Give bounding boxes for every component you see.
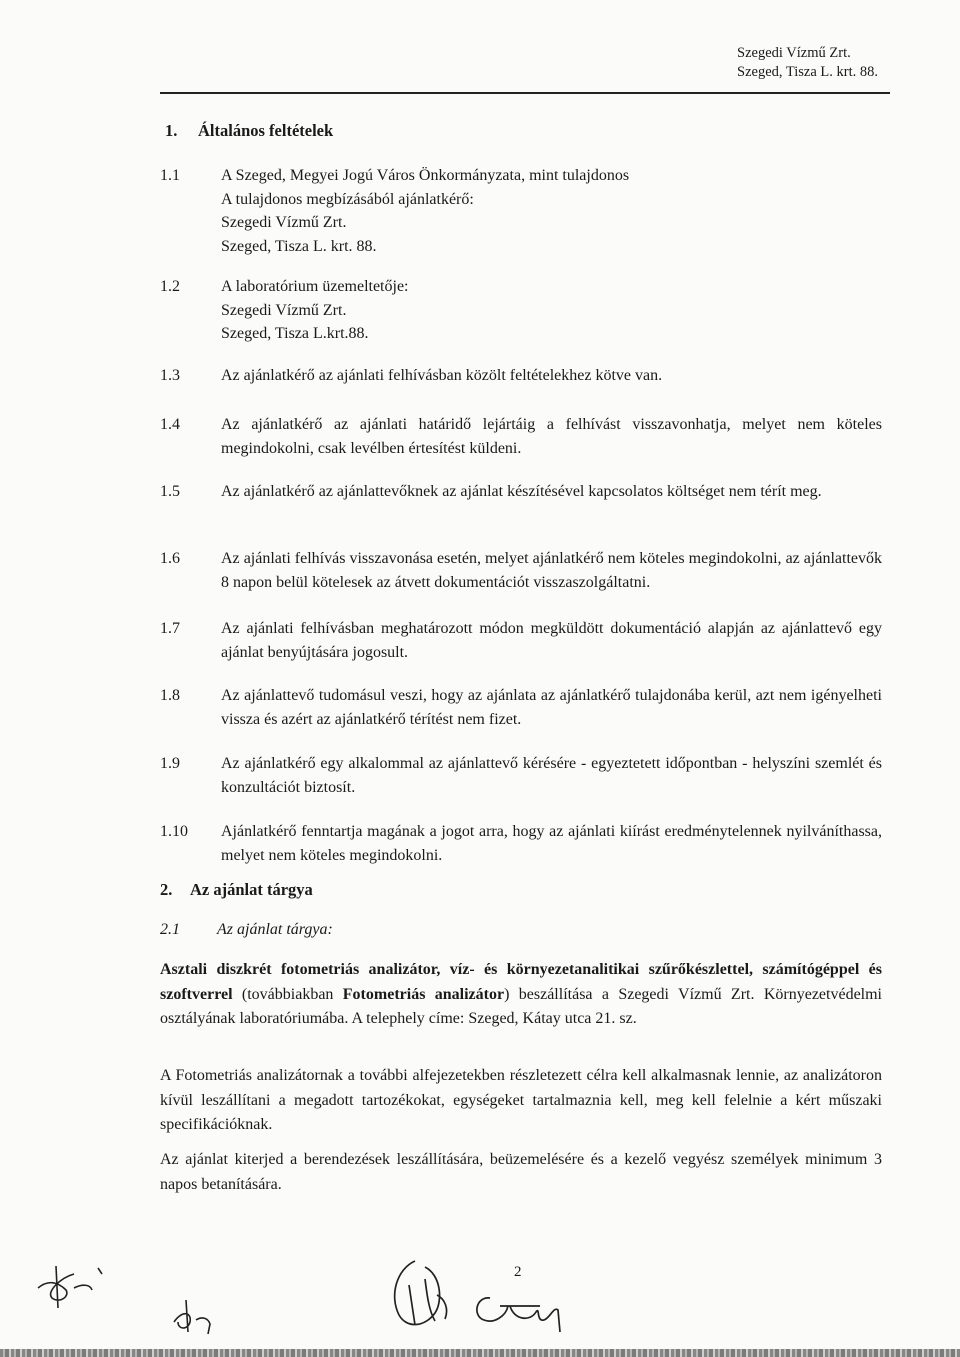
scan-border bbox=[0, 1349, 960, 1357]
letterhead bbox=[737, 44, 878, 82]
signature-4 bbox=[470, 1276, 570, 1336]
item-number: 1.1 bbox=[160, 167, 180, 184]
item-number: 1.3 bbox=[160, 367, 180, 384]
item-number: 1.6 bbox=[160, 550, 180, 567]
requirements-paragraph: A Fotometriás analizátornak a további alfejezetekben részletezett célra kell alkalmasnak lennie, az analizátoron kívül leszállítani a megadott tartozékokat, egységeket tartalmaznia kell, meg kell felelnie a kért műszaki specifikációknak. bbox=[160, 1067, 882, 1133]
item-text: Az ajánlatkérő az ajánlati felhívásban közölt feltételekhez kötve van. bbox=[221, 367, 663, 384]
section-1-title: 1. Általános feltételek bbox=[165, 121, 334, 140]
item-text: Az ajánlatkérő az ajánlati határidő lejártáig a felhívást visszavonhatja, melyet nem köteles megindokolni, csak levélben értesítést küldeni. bbox=[221, 416, 882, 457]
initials-signature-2 bbox=[168, 1290, 218, 1340]
item-text: A Szeged, Megyei Jogú Város Önkormányzata, mint tulajdonos A tulajdonos megbízásából ajánlatkérő: Szegedi Vízmű Zrt. Szeged, Tisza L. krt. 88. bbox=[221, 167, 630, 255]
item-number: 1.7 bbox=[160, 620, 180, 637]
item-number: 1.9 bbox=[160, 755, 180, 772]
item-text: Az ajánlati felhívás visszavonása esetén, melyet ajánlatkérő nem köteles megindokolni, az ajánlattevők 8 napon belül kötelesek az átvett dokumentációt visszaszolgáltatni. bbox=[221, 550, 882, 591]
section-2-title: 2. Az ajánlat tárgya bbox=[160, 880, 313, 899]
item-text: A laboratórium üzemeltetője: Szegedi Vízmű Zrt. Szeged, Tisza L.krt.88. bbox=[221, 278, 409, 342]
subsection-2-1-title: 2.1 Az ajánlat tárgya: bbox=[160, 921, 333, 938]
header-address: Szeged, Tisza L. krt. 88. bbox=[737, 64, 878, 80]
initials-signature-left bbox=[30, 1248, 110, 1318]
item-number: 1.8 bbox=[160, 687, 180, 704]
subject-paragraph: Asztali diszkrét fotometriás analizátor, víz- és környezetanalitikai szűrőkészlettel, számítógéppel és szoftverrel (továbbiakban Fotometriás analizátor) beszállítása a Szegedi Vízmű Zrt. Környezetvédelmi osztályának laboratóriumába. A telephely címe: Szeged, Kátay utca 21. sz. bbox=[160, 961, 883, 1027]
signature-3 bbox=[385, 1255, 465, 1340]
scope-paragraph: Az ajánlat kiterjed a berendezések leszállítására, beüzemelésére és a kezelő vegyész személyek minimum 3 napos betanítására. bbox=[160, 1151, 882, 1193]
item-number: 1.4 bbox=[160, 416, 180, 433]
item-text: Az ajánlati felhívásban meghatározott módon megküldött dokumentáció alapján az ajánlattevő egy ajánlat benyújtására jogosult. bbox=[221, 620, 882, 661]
item-text: Ajánlatkérő fenntartja magának a jogot arra, hogy az ajánlati kiírást eredménytelennek nyilváníthassa, melyet nem köteles megindokolni. bbox=[221, 823, 882, 864]
item-text: Az ajánlatkérő egy alkalommal az ajánlattevő kérésére - egyeztetett időpontban - helyszíni szemlét és konzultációt biztosít. bbox=[221, 755, 882, 796]
item-number: 1.10 bbox=[160, 823, 188, 840]
item-number: 1.2 bbox=[160, 278, 180, 295]
header-rule bbox=[160, 92, 890, 94]
item-text: Az ajánlatkérő az ajánlattevőknek az ajánlat készítésével kapcsolatos költséget nem térít meg. bbox=[221, 483, 822, 500]
item-number: 1.5 bbox=[160, 483, 180, 500]
item-text: Az ajánlattevő tudomásul veszi, hogy az ajánlata az ajánlatkérő tulajdonába kerül, azt nem igényelheti vissza és azért az ajánlatkérő térítést nem fizet. bbox=[221, 687, 882, 728]
page-number: 2 bbox=[514, 1264, 522, 1280]
header-company: Szegedi Vízmű Zrt. bbox=[737, 45, 851, 61]
